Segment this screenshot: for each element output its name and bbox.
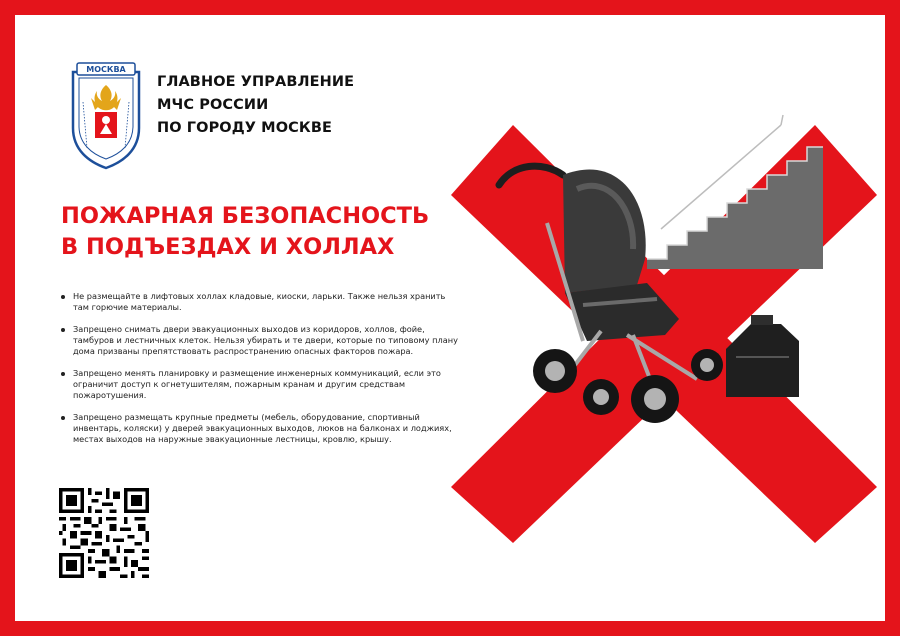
rules-list xyxy=(61,291,461,456)
rule-item: Запрещено размещать крупные предметы (мебель, оборудование, спортивный инвентарь, коляски) у дверей эвакуационных выходов, люков на балконах и лоджиях, местах выходов на наружные эвакуационные лестницы, кровлю, крышу. xyxy=(61,412,461,445)
title-line-1: ПОЖАРНАЯ БЕЗОПАСНОСТЬ xyxy=(61,203,430,229)
qr-code-icon xyxy=(59,488,149,578)
poster-title xyxy=(61,201,429,263)
rule-item: Запрещено снимать двери эвакуационных выходов из коридоров, холлов, фойе, тамбуров и лестничных клеток. Нельзя убирать и те двери, которые по типовому плану дома призваны препятствовать распространению опасных факторов пожара. xyxy=(61,324,461,357)
title-line-2: В ПОДЪЕЗДАХ И ХОЛЛАХ xyxy=(61,234,395,260)
illustration xyxy=(451,109,877,543)
emblem-banner-text: МОСКВА xyxy=(86,65,126,74)
organization-name xyxy=(157,71,354,140)
org-line-2: МЧС РОССИИ xyxy=(157,97,269,113)
mchs-moscow-emblem-icon xyxy=(69,58,143,170)
org-line-3: ПО ГОРОДУ МОСКВЕ xyxy=(157,120,332,136)
stairs-icon xyxy=(647,115,823,269)
rule-item: Не размещайте в лифтовых холлах кладовые, киоски, ларьки. Также нельзя хранить там горючие материалы. xyxy=(61,291,461,313)
rule-item: Запрещено менять планировку и размещение инженерных коммуникаций, если это ограничит доступ к огнетушителям, пожарным кранам и другим средствам пожаротушения. xyxy=(61,368,461,401)
org-line-1: ГЛАВНОЕ УПРАВЛЕНИЕ xyxy=(157,74,355,90)
